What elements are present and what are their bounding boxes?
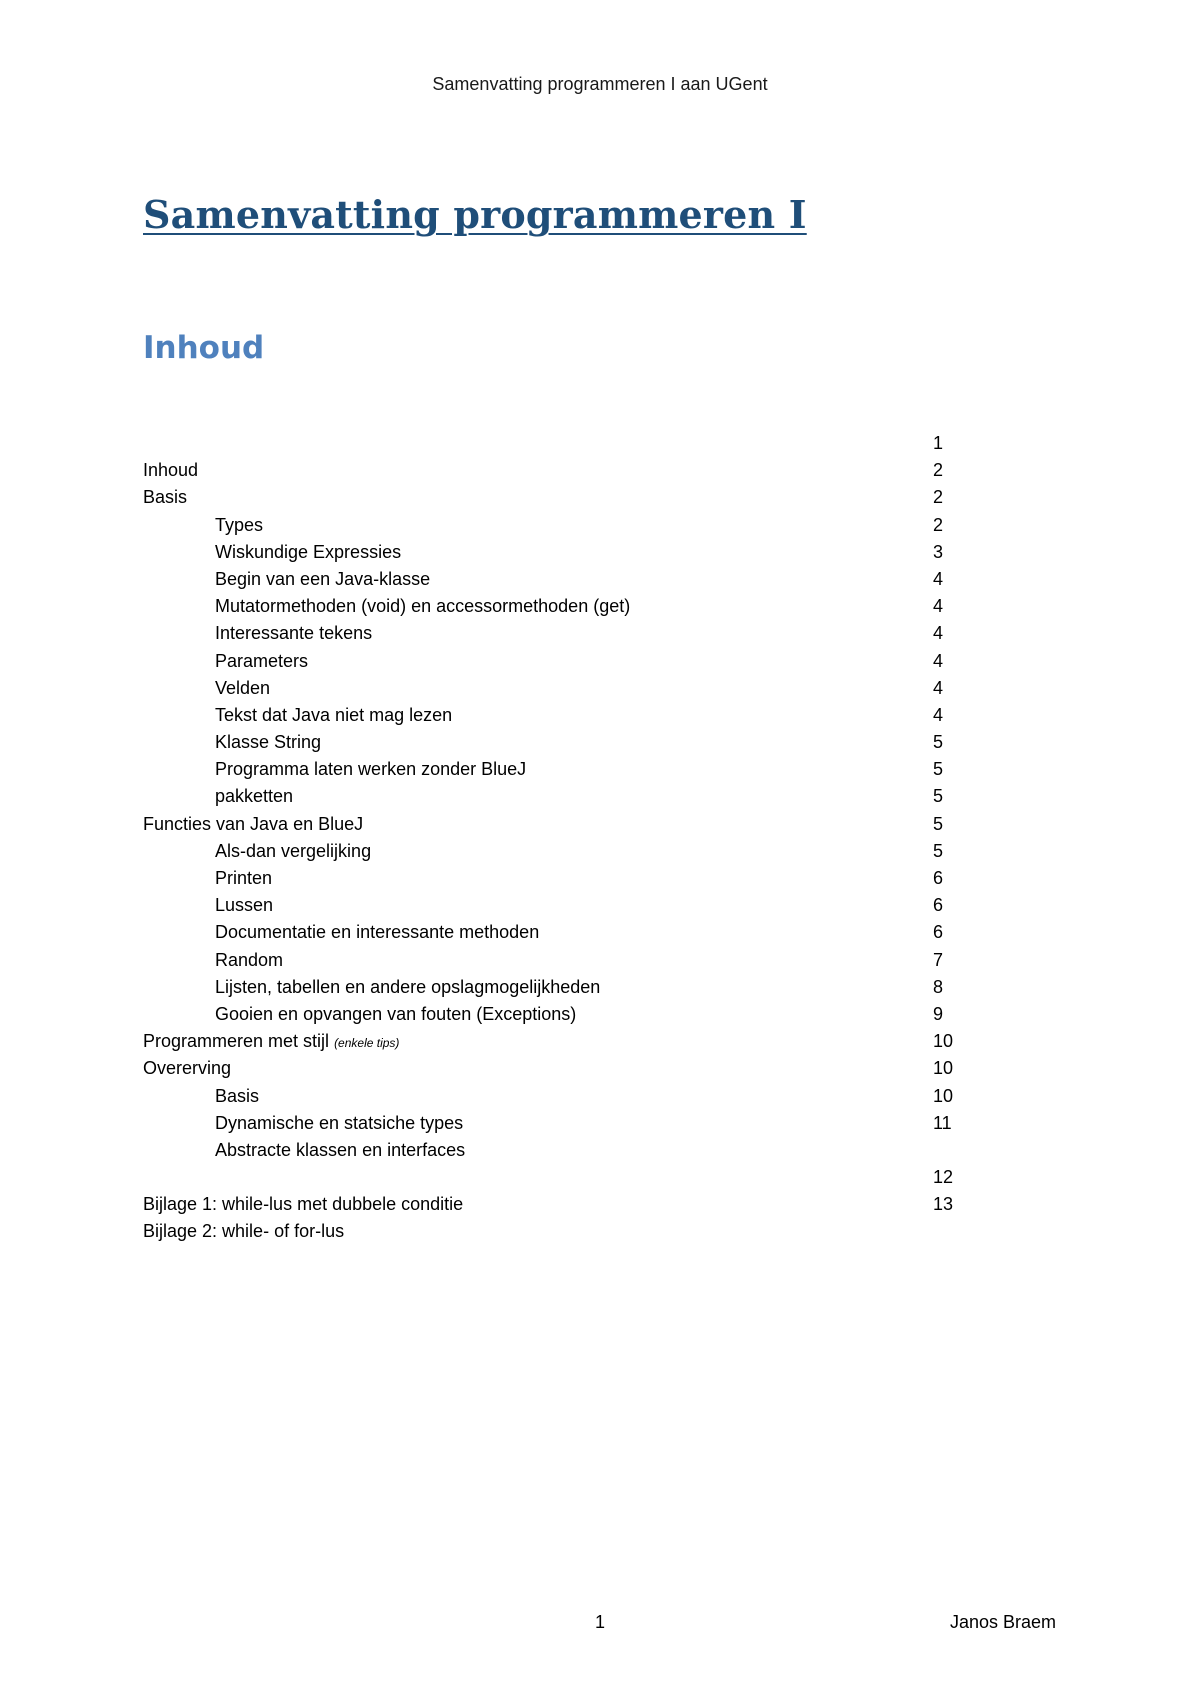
toc-entry[interactable] — [143, 947, 963, 974]
toc-entry[interactable] — [143, 1191, 963, 1218]
toc-entry-label[interactable]: Documentatie en interessante methoden — [215, 922, 540, 943]
toc-entry[interactable] — [143, 648, 963, 675]
toc-entry[interactable] — [143, 919, 963, 946]
toc-entry-label[interactable]: Mutatormethoden (void) en accessormethoden (get) — [215, 596, 631, 617]
toc-entry-page: 11 — [933, 1112, 952, 1133]
toc-entry-page: 13 — [933, 1194, 954, 1215]
toc-entry-label[interactable]: Programma laten werken zonder BlueJ — [215, 759, 527, 780]
toc-entry-page: 9 — [933, 1003, 944, 1024]
toc-entry-page: 2 — [933, 487, 944, 508]
toc-entry[interactable] — [143, 811, 963, 838]
toc-entry-label[interactable] — [143, 1028, 399, 1057]
toc-entry-label[interactable]: Functies van Java en BlueJ — [143, 813, 364, 834]
toc-entry-label-text: Programmeren met stijl — [143, 1031, 330, 1052]
toc-entry[interactable] — [143, 1137, 963, 1164]
toc-entry-label[interactable]: Klasse String — [215, 732, 322, 753]
toc-entry-page: 4 — [933, 650, 944, 671]
toc-entry-page: 4 — [933, 623, 944, 644]
footer-author: Janos Braem — [950, 1612, 1057, 1632]
toc-entry-label[interactable]: Bijlage 1: while-lus met dubbele conditie — [143, 1194, 464, 1215]
toc-entry-note: (enkele tips) — [334, 1036, 400, 1051]
toc-entry-label[interactable]: Bijlage 2: while- of for-lus — [143, 1221, 345, 1242]
toc-entry[interactable] — [143, 1164, 963, 1191]
toc-entry-label[interactable]: Wiskundige Expressies — [215, 541, 402, 562]
toc-entry-page: 5 — [933, 840, 944, 861]
toc-entry-label[interactable]: Lussen — [215, 895, 274, 916]
toc-entry-page: 12 — [933, 1167, 954, 1188]
toc-entry-page: 1 — [933, 433, 944, 453]
toc-entry[interactable] — [143, 539, 963, 566]
toc-entry-label[interactable]: Random — [215, 949, 284, 970]
toc-entry-page: 4 — [933, 677, 944, 698]
toc-entry-page: 10 — [933, 1031, 954, 1052]
toc-entry[interactable] — [143, 838, 963, 865]
toc-entry-page: 4 — [933, 568, 944, 589]
toc-entry-label[interactable]: Interessante tekens — [215, 623, 373, 644]
toc-entry[interactable] — [143, 1028, 963, 1055]
toc-entry-page: 8 — [933, 976, 944, 997]
toc-entry-page: 6 — [933, 895, 944, 916]
toc-entry[interactable] — [143, 484, 963, 511]
toc-entry[interactable] — [143, 512, 963, 539]
document-title: Samenvatting programmeren I — [143, 192, 807, 237]
toc-entry-label[interactable]: Tekst dat Java niet mag lezen — [215, 704, 453, 725]
toc-entry-label[interactable]: Inhoud — [143, 460, 199, 481]
toc-entry[interactable] — [143, 620, 963, 647]
toc-entry-label[interactable]: Basis — [215, 1085, 260, 1106]
toc-entry-label[interactable]: Types — [215, 514, 264, 535]
toc-entry[interactable] — [143, 1001, 963, 1028]
toc-entry[interactable] — [143, 729, 963, 756]
toc-entry-page: 5 — [933, 732, 944, 753]
toc-entry-label[interactable]: Dynamische en statsiche types — [215, 1112, 464, 1133]
toc-entry-label[interactable]: Abstracte klassen en interfaces — [215, 1139, 466, 1160]
toc-entry-page: 6 — [933, 922, 944, 943]
toc-entry-page: 2 — [933, 514, 944, 535]
toc-entry-page: 3 — [933, 541, 944, 562]
toc-entry[interactable] — [143, 783, 963, 810]
toc-entry-page: 5 — [933, 786, 944, 807]
toc-entry-page: 10 — [933, 1085, 954, 1106]
toc-entry-page: 7 — [933, 949, 944, 970]
toc-entry-page: 4 — [933, 704, 944, 725]
toc-entry-label[interactable]: Gooien en opvangen van fouten (Exceptions) — [215, 1003, 577, 1024]
toc-entry[interactable] — [143, 892, 963, 919]
toc-entry[interactable] — [143, 593, 963, 620]
toc-entry[interactable] — [143, 756, 963, 783]
toc-entry-page: 6 — [933, 868, 944, 888]
toc-entry-page: 4 — [933, 596, 944, 617]
toc-entry-label[interactable]: Velden — [215, 677, 271, 698]
toc-entry-label[interactable]: Begin van een Java-klasse — [215, 568, 431, 589]
toc-entry[interactable] — [143, 1218, 963, 1245]
toc-entry[interactable] — [143, 974, 963, 1001]
toc-entry-label[interactable]: Basis — [143, 487, 188, 508]
toc-entry[interactable] — [143, 865, 963, 892]
toc-entry-page: 5 — [933, 759, 944, 780]
page-number: 1 — [594, 1612, 605, 1632]
toc-entry[interactable] — [143, 1055, 963, 1082]
toc-entry-label[interactable]: Overerving — [143, 1058, 232, 1079]
toc-entry[interactable] — [143, 1083, 963, 1110]
toc-entry-label[interactable]: Parameters — [215, 650, 309, 671]
toc-entry[interactable] — [143, 457, 963, 484]
toc-entry[interactable] — [143, 430, 963, 457]
running-header: Samenvatting programmeren I aan UGent — [432, 74, 768, 94]
toc-entry[interactable] — [143, 566, 963, 593]
toc-entry-label[interactable]: pakketten — [215, 786, 294, 807]
toc-entry-page: 10 — [933, 1058, 954, 1079]
toc-entry-label[interactable]: Printen — [215, 868, 273, 888]
toc-entry-label[interactable]: Als-dan vergelijking — [215, 840, 372, 861]
toc-entry[interactable] — [143, 675, 963, 702]
toc-entry[interactable] — [143, 702, 963, 729]
toc-entry-page: 2 — [933, 460, 944, 481]
toc-entry-page: 5 — [933, 813, 944, 834]
table-of-contents — [143, 430, 963, 1246]
toc-entry[interactable] — [143, 1110, 963, 1137]
toc-entry-label[interactable]: Lijsten, tabellen en andere opslagmogelijkheden — [215, 976, 601, 997]
toc-heading: Inhoud — [143, 330, 265, 366]
